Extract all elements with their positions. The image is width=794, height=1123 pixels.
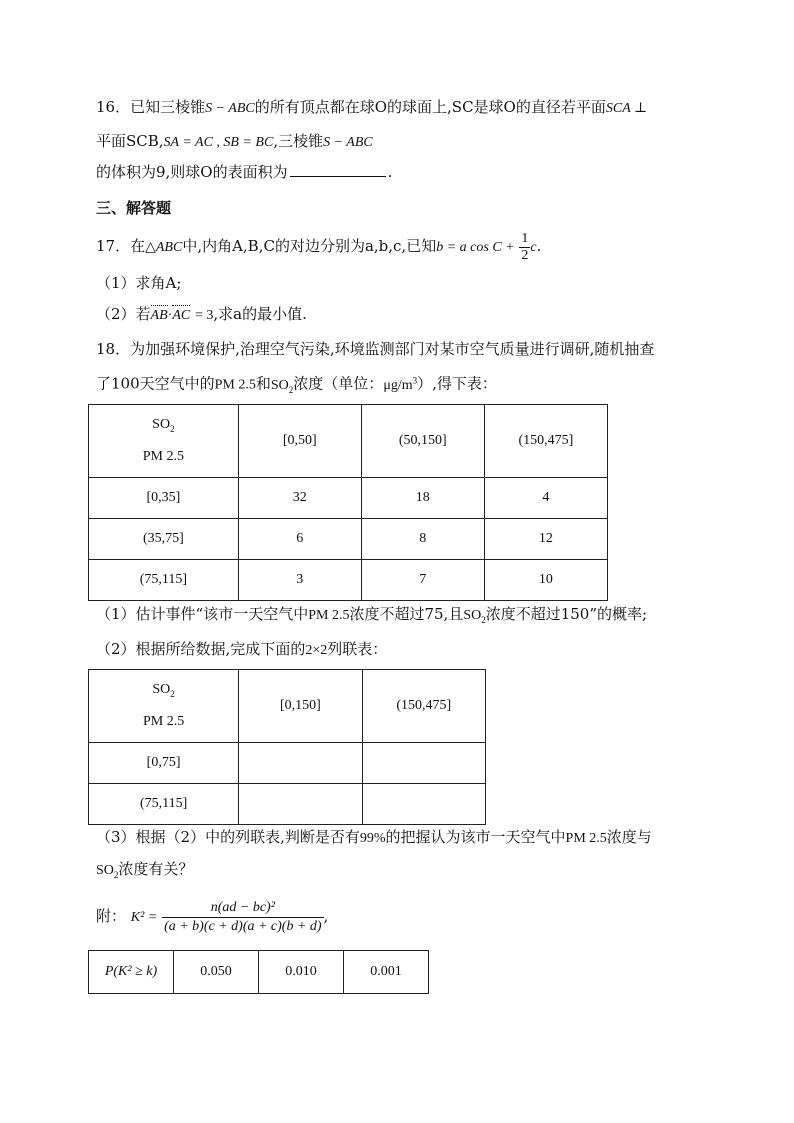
q16-text: 的所有顶点都在球O的球面上,SC是球O的直径若平面 — [254, 98, 606, 116]
corner-so-sub: 2 — [170, 423, 175, 434]
q18-text: 浓度不超过75,且 — [349, 605, 464, 623]
q18-text: ）,得下表： — [417, 374, 497, 393]
q18-text: （2）根据所给数据,完成下面的 — [96, 640, 306, 658]
table-cell: 7 — [361, 560, 484, 601]
q16-line1 — [96, 96, 647, 120]
appendix-formula — [96, 896, 328, 940]
q17-math: = 3 — [195, 308, 214, 323]
formula-end: , — [323, 907, 329, 925]
table-corner-cell — [89, 670, 239, 743]
q16-text: ,三棱锥 — [273, 132, 324, 150]
table-row-header: (75,115] — [89, 560, 239, 601]
q17-math: b = a cos C + — [436, 240, 515, 255]
table-row-header: [0,75] — [89, 743, 239, 784]
q17-text: 中,内角A,B,C的对边分别为a,b,c,已知 — [182, 237, 437, 255]
q18-line1: 18．为加强环境保护,治理空气污染,环境监测部门对某市空气质量进行调研,随机抽查 — [96, 340, 655, 358]
q18-text: （3）根据（2）中的列联表,判断是否有 — [96, 828, 360, 846]
q16-math: S − ABC — [205, 101, 255, 116]
table-cell: 12 — [484, 519, 607, 560]
table-header-row — [89, 405, 608, 478]
corner-top — [89, 411, 238, 443]
q18-text: 了100天空气中的 — [96, 374, 215, 393]
q16-line2 — [96, 130, 373, 154]
q16-text: 的体积为9,则球O的表面积为 — [96, 163, 288, 181]
unit-label — [383, 375, 418, 393]
q16-math: S − ABC — [323, 135, 373, 150]
q17-part2 — [96, 303, 307, 327]
table-header-row — [89, 670, 486, 743]
q16-text: 16．已知三棱锥 — [96, 98, 206, 116]
table-row — [89, 784, 486, 825]
table-cell: 18 — [361, 478, 484, 519]
q18-text: 列联表： — [327, 640, 388, 658]
section-heading: 三、解答题 — [96, 199, 172, 217]
table-row — [89, 743, 486, 784]
fraction-denominator: 2 — [521, 247, 529, 263]
table-corner-cell — [89, 405, 239, 478]
so2-label — [96, 863, 118, 878]
table-col-header: (150,475] — [484, 405, 607, 478]
q18-text: 浓度有关？ — [118, 860, 194, 878]
q17-text: . — [536, 237, 542, 255]
fraction-numerator: 1 — [521, 230, 529, 246]
empty-answer-cell[interactable] — [239, 784, 362, 825]
q17-math: c — [530, 240, 537, 255]
q18-part1 — [96, 603, 647, 631]
q17-text: 17．在 — [96, 237, 146, 255]
q18-math: 99% — [359, 831, 386, 846]
table-row-header: P(K² ≥ k) — [89, 951, 174, 994]
table-row-header: [0,35] — [89, 478, 239, 519]
q16-text: 平面SCB, — [96, 132, 164, 150]
table-col-header: [0,50] — [238, 405, 361, 478]
table-row — [89, 478, 608, 519]
corner-so: SO — [152, 417, 171, 433]
q18-part3-cont — [96, 858, 193, 886]
empty-answer-cell[interactable] — [362, 743, 485, 784]
answer-blank[interactable] — [290, 162, 386, 177]
table-row — [89, 560, 608, 601]
q18-text: 和 — [255, 374, 271, 393]
pm25-label: PM 2.5 — [214, 377, 256, 393]
q17-line1 — [96, 228, 541, 268]
so2-base: SO — [463, 608, 482, 623]
critical-value-table — [88, 950, 429, 994]
so2-subscript: 2 — [481, 614, 486, 625]
table-row-header: (75,115] — [89, 784, 239, 825]
q17-math: △ABC — [145, 240, 183, 255]
empty-answer-cell[interactable] — [362, 784, 485, 825]
so2-label — [463, 608, 485, 623]
contingency-table — [88, 669, 486, 825]
q16-line3 — [96, 161, 392, 183]
formula-lhs: K² = — [130, 910, 158, 925]
vector-ab: AB — [151, 305, 168, 327]
dot-operator: · — [167, 308, 173, 323]
table-cell: 6 — [238, 519, 361, 560]
table-row — [89, 519, 608, 560]
table-col-header: (50,150] — [361, 405, 484, 478]
table-row-header: (35,75] — [89, 519, 239, 560]
table-cell: 0.001 — [344, 951, 429, 994]
corner-so-sub: 2 — [170, 688, 175, 699]
q18-text: （1）估计事件“该市一天空气中 — [96, 605, 309, 623]
so2-base: SO — [270, 377, 289, 393]
table-cell: 3 — [238, 560, 361, 601]
fraction — [519, 231, 530, 264]
table-cell: 4 — [484, 478, 607, 519]
pm25-label: PM 2.5 — [565, 831, 607, 846]
formula-numerator: n(ad − bc)² — [162, 899, 324, 918]
data-table-1 — [88, 404, 608, 601]
formula-denominator: (a + b)(c + d)(a + c)(b + d) — [164, 918, 322, 934]
q18-text: 浓度（单位： — [293, 374, 384, 393]
pm25-label: PM 2.5 — [308, 608, 350, 623]
table-cell: 32 — [238, 478, 361, 519]
table-cell: 8 — [361, 519, 484, 560]
so2-base: SO — [96, 863, 114, 878]
q16-math: SA = AC , SB = BC — [163, 135, 274, 150]
so2-subscript: 2 — [288, 384, 294, 395]
empty-answer-cell[interactable] — [239, 743, 362, 784]
so2-label — [271, 378, 293, 393]
vector-ac: AC — [172, 305, 190, 327]
table-cell: 0.010 — [259, 951, 344, 994]
corner-so: SO — [152, 682, 171, 698]
table-cell: 0.050 — [174, 951, 259, 994]
so2-subscript: 2 — [113, 869, 119, 880]
corner-bottom: PM 2.5 — [142, 713, 185, 729]
table-row — [89, 951, 429, 994]
q18-math: 2×2 — [305, 643, 328, 658]
unit-superscript: 3 — [412, 375, 418, 385]
unit-base: μg/m — [383, 377, 413, 393]
formula-fraction — [162, 899, 324, 936]
q18-line2 — [96, 369, 497, 400]
q17-text: （2）若 — [96, 305, 151, 323]
q18-text: 浓度不超过150”的概率; — [485, 605, 648, 623]
table-cell: 10 — [484, 560, 607, 601]
q18-part3 — [96, 826, 652, 850]
corner-top — [89, 676, 238, 708]
q18-text: 浓度与 — [606, 828, 652, 846]
q17-part1: （1）求角A; — [96, 274, 182, 292]
q16-text: . — [387, 163, 393, 181]
q18-part2 — [96, 638, 387, 662]
q16-math: SCA ⊥ — [605, 101, 648, 116]
appendix-label: 附： — [96, 907, 127, 925]
table-col-header: [0,150] — [239, 670, 362, 743]
table-col-header: (150,475] — [362, 670, 485, 743]
q18-text: 的把握认为该市一天空气中 — [385, 828, 566, 846]
q17-text: ,求a的最小值. — [213, 305, 307, 323]
corner-bottom: PM 2.5 — [142, 448, 184, 464]
